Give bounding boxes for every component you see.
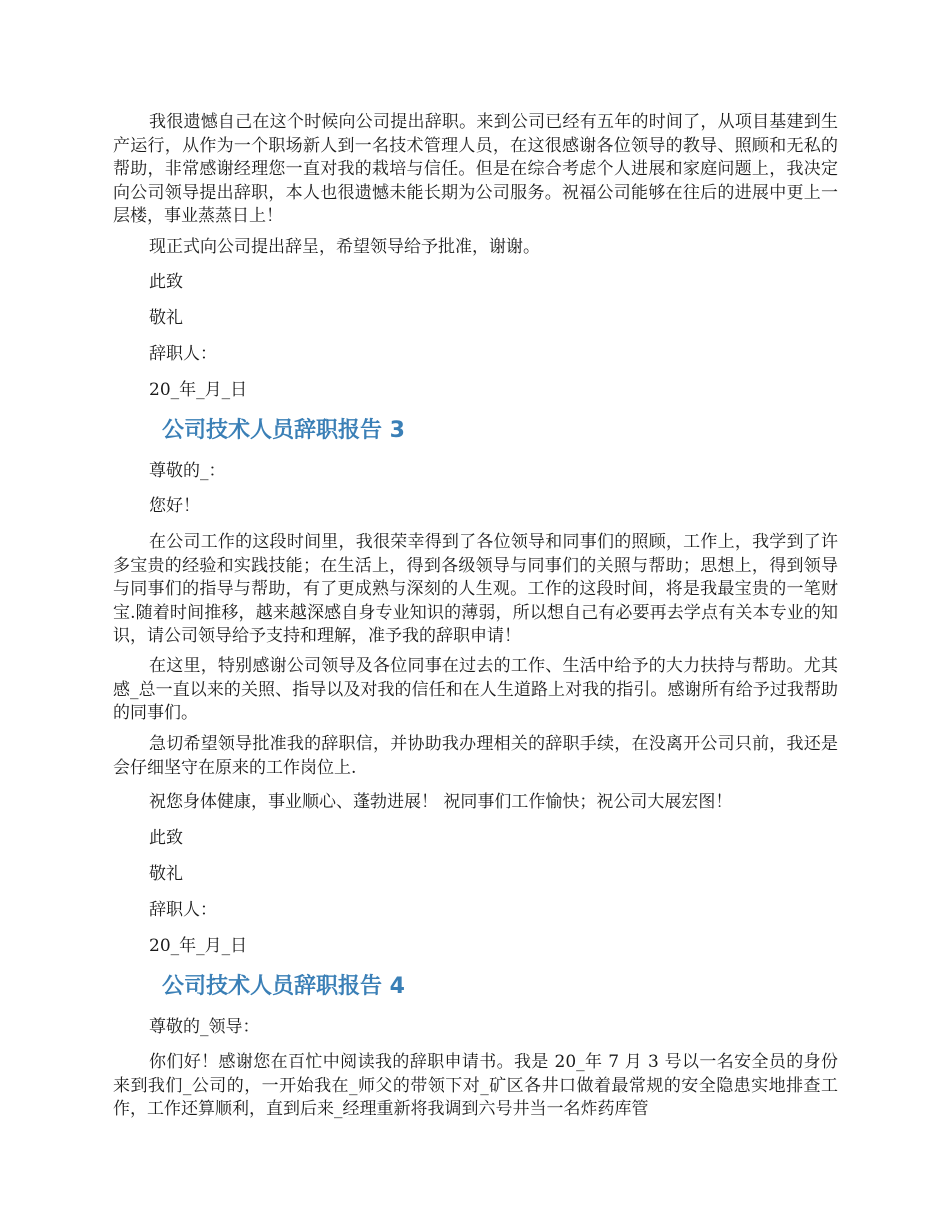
formal-request-line: 现正式向公司提出辞呈，希望领导给予批准，谢谢。 bbox=[149, 237, 540, 257]
salutation: 尊敬的_： bbox=[149, 461, 226, 481]
closing-cizhi: 此致 bbox=[149, 828, 183, 848]
body-paragraph-1: 你们好！感谢您在百忙中阅读我的辞职申请书。我是 20_年 7 月 3 号以一名安全员的身份来到我们_公司的，一开始我在_师父的带领下对_矿区各井口做着最常规的安全隐患实地排查工作，工作还算顺利，直到后来_经理重新将我调到六号井当一名炸药库管 bbox=[113, 1052, 838, 1119]
body-paragraph-2: 在这里，特别感谢公司领导及各位同事在过去的工作、生活中给予的大力扶持与帮助。尤其感_总一直以来的关照、指导以及对我的信任和在人生道路上对我的指引。感谢所有给予过我帮助的同事们。 bbox=[113, 656, 838, 723]
wishes-line: 祝您身体健康，事业顺心、蓬勃进展！ 祝同事们工作愉快；祝公司大展宏图！ bbox=[149, 792, 733, 812]
resignation-paragraph: 我很遗憾自己在这个时候向公司提出辞职。来到公司已经有五年的时间了，从项目基建到生产运行，从作为一个职场新人到一名技术管理人员，在这很感谢各位领导的教导、照顾和无私的帮助，非常感谢经理您一直对我的栽培与信任。但是在综合考虑个人进展和家庭问题上，我决定向公司领导提出辞职，本人也很遗憾未能长期为公司服务。祝福公司能够在往后的进展中更上一层楼，事业蒸蒸日上！ bbox=[113, 112, 838, 226]
date-line: 20_年_月_日 bbox=[149, 936, 248, 956]
section-title-4: 公司技术人员辞职报告 4 bbox=[162, 974, 405, 999]
closing-jingli: 敬礼 bbox=[149, 864, 183, 884]
signer-label: 辞职人： bbox=[149, 344, 217, 364]
date-line: 20_年_月_日 bbox=[149, 380, 248, 400]
greeting: 您好！ bbox=[149, 496, 200, 516]
section-title-3: 公司技术人员辞职报告 3 bbox=[162, 418, 405, 443]
signer-label: 辞职人： bbox=[149, 900, 217, 920]
body-paragraph-3: 急切希望领导批准我的辞职信，并协助我办理相关的辞职手续，在没离开公司只前，我还是会仔细坚守在原来的工作岗位上. bbox=[113, 734, 838, 778]
body-paragraph-1: 在公司工作的这段时间里，我很荣幸得到了各位领导和同事们的照顾，工作上，我学到了许多宝贵的经验和实践技能；在生活上，得到各级领导与同事们的关照与帮助；思想上，得到领导与同事们的指导与帮助，有了更成熟与深刻的人生观。工作的这段时间，将是我最宝贵的一笔财宝.随着时间推移，越来越深感自身专业知识的薄弱，所以想自己有必要再去学点有关本专业的知识，请公司领导给予支持和理解，准予我的辞职申请！ bbox=[113, 532, 838, 646]
closing-jingli: 敬礼 bbox=[149, 308, 183, 328]
closing-cizhi: 此致 bbox=[149, 272, 183, 292]
salutation: 尊敬的_领导： bbox=[149, 1017, 260, 1037]
